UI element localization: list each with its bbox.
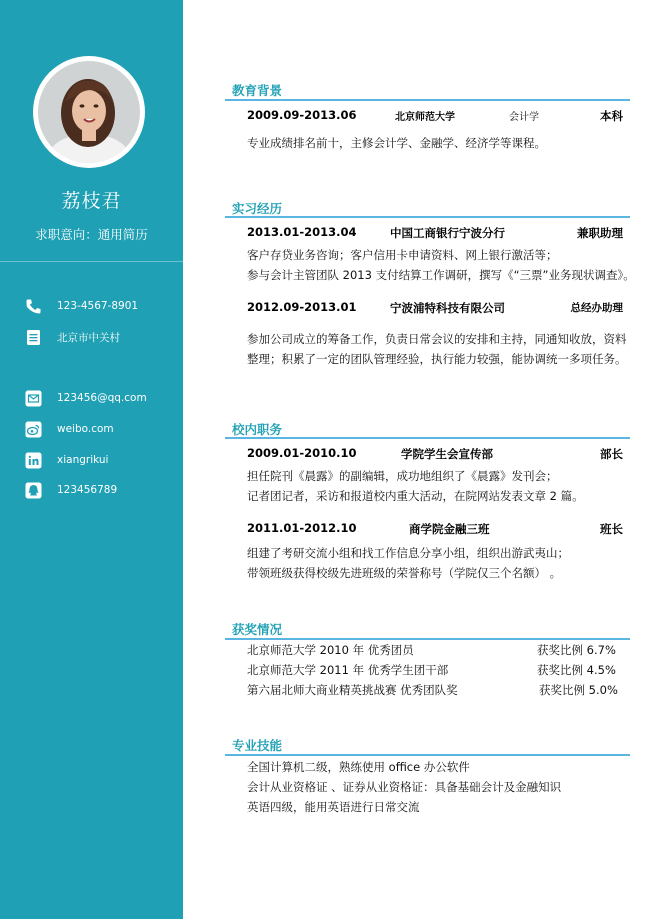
education-period: 2009.09-2013.06 (247, 108, 357, 122)
award-3-ratio: 获奖比例 5.0% (539, 683, 618, 697)
award-1-name: 北京师范大学 2010 年 优秀团员 (247, 643, 414, 657)
award-1-ratio: 获奖比例 6.7% (537, 643, 616, 657)
section-title-awards: 获奖情况 (232, 622, 283, 637)
internship-2-period: 2012.09-2013.01 (247, 300, 357, 314)
award-row (247, 642, 617, 658)
campus-row-1 (247, 446, 623, 462)
job-intent: 求职意向：通用简历 (35, 227, 148, 242)
linkedin-icon (25, 452, 42, 469)
section-rule-internship (225, 216, 630, 218)
skill-line-1: 全国计算机二级，熟练使用 office 办公软件 (247, 760, 470, 774)
campus-1-line-1: 担任院刊《晨露》的副编辑，成功地组织了《晨露》发刊会； (247, 469, 558, 483)
profile-name: 荔枝君 (61, 190, 122, 212)
linkedin-text: xiangrikui (57, 454, 109, 466)
sidebar-divider (0, 261, 183, 262)
section-rule-skills (225, 754, 630, 756)
section-rule-education (225, 99, 630, 101)
campus-2-period: 2011.01-2012.10 (247, 521, 357, 535)
internship-1-line-1: 客户存贷业务咨询；客户信用卡申请资料、网上银行激活等； (247, 248, 558, 262)
skill-line-2: 会计从业资格证 、证券从业资格证：具备基础会计及金融知识 (247, 780, 562, 794)
internship-2-org: 宁波浦特科技有限公司 (390, 301, 505, 315)
internship-1-role: 兼职助理 (577, 226, 623, 240)
section-title-internship: 实习经历 (232, 201, 283, 216)
internship-1-period: 2013.01-2013.04 (247, 225, 357, 239)
contact-linkedin (25, 450, 108, 470)
contact-email (25, 388, 147, 408)
section-rule-awards (225, 638, 630, 640)
contact-weibo (25, 419, 114, 439)
campus-1-period: 2009.01-2010.10 (247, 446, 357, 460)
weibo-icon (25, 421, 42, 438)
phone-text: 123-4567-8901 (57, 300, 139, 312)
internship-2-role: 总经办助理 (570, 302, 623, 314)
internship-1-org: 中国工商银行宁波分行 (390, 226, 505, 240)
section-title-education: 教育背景 (232, 83, 283, 98)
award-2-ratio: 获奖比例 4.5% (537, 663, 616, 677)
contact-qq (25, 480, 117, 500)
sidebar (0, 0, 183, 919)
internship-2-line-1: 参加公司成立的筹备工作，负责日常会议的安排和主持，同通知收放，资料 (247, 332, 627, 346)
avatar-photo (38, 61, 140, 163)
document-icon (25, 329, 42, 346)
email-text: 123456@qq.com (57, 392, 147, 404)
contact-phone (25, 296, 138, 316)
campus-1-role: 部长 (600, 447, 623, 461)
campus-1-org: 学院学生会宣传部 (401, 447, 493, 461)
campus-2-line-1: 组建了考研交流小组和找工作信息分享小组，组织出游武夷山； (247, 546, 569, 560)
skill-line-3: 英语四级，能用英语进行日常交流 (247, 800, 420, 814)
weibo-text: weibo.com (57, 423, 114, 435)
section-rule-campus (225, 437, 630, 439)
award-2-name: 北京师范大学 2011 年 优秀学生团干部 (247, 663, 449, 677)
campus-2-role: 班长 (600, 522, 623, 536)
campus-1-line-2: 记者团记者，采访和报道校内重大活动，在院网站发表文章 2 篇。 (247, 489, 584, 503)
education-desc: 专业成绩排名前十，主修会计学、金融学、经济学等课程。 (247, 136, 546, 150)
award-row (247, 682, 617, 698)
internship-row-1 (247, 225, 623, 241)
campus-2-line-2: 带领班级获得校级先进班级的荣誉称号（学院仅三个名额） 。 (247, 566, 562, 580)
email-icon (25, 390, 42, 407)
education-school: 北京师范大学 (395, 112, 455, 123)
qq-icon (25, 482, 42, 499)
campus-row-2 (247, 521, 623, 537)
award-row (247, 662, 617, 678)
address-text: 北京市中关村 (57, 331, 120, 344)
internship-2-line-2: 整理；积累了一定的团队管理经验，执行能力较强，能协调统一多项任务。 (247, 352, 627, 366)
section-title-campus: 校内职务 (232, 422, 283, 437)
campus-2-org: 商学院金融三班 (409, 522, 490, 536)
contact-address (25, 327, 120, 347)
qq-text: 123456789 (57, 484, 118, 496)
internship-row-2 (247, 300, 623, 316)
award-3-name: 第六届北师大商业精英挑战赛 优秀团队奖 (247, 683, 458, 697)
avatar (33, 56, 145, 168)
education-row (247, 108, 623, 124)
education-major: 会计学 (509, 112, 539, 123)
phone-icon (25, 298, 42, 315)
section-title-skills: 专业技能 (232, 738, 283, 753)
internship-1-line-2: 参与会计主管团队 2013 支付结算工作调研，撰写《“三票”业务现状调查》。 (247, 268, 635, 282)
education-degree: 本科 (600, 109, 623, 123)
